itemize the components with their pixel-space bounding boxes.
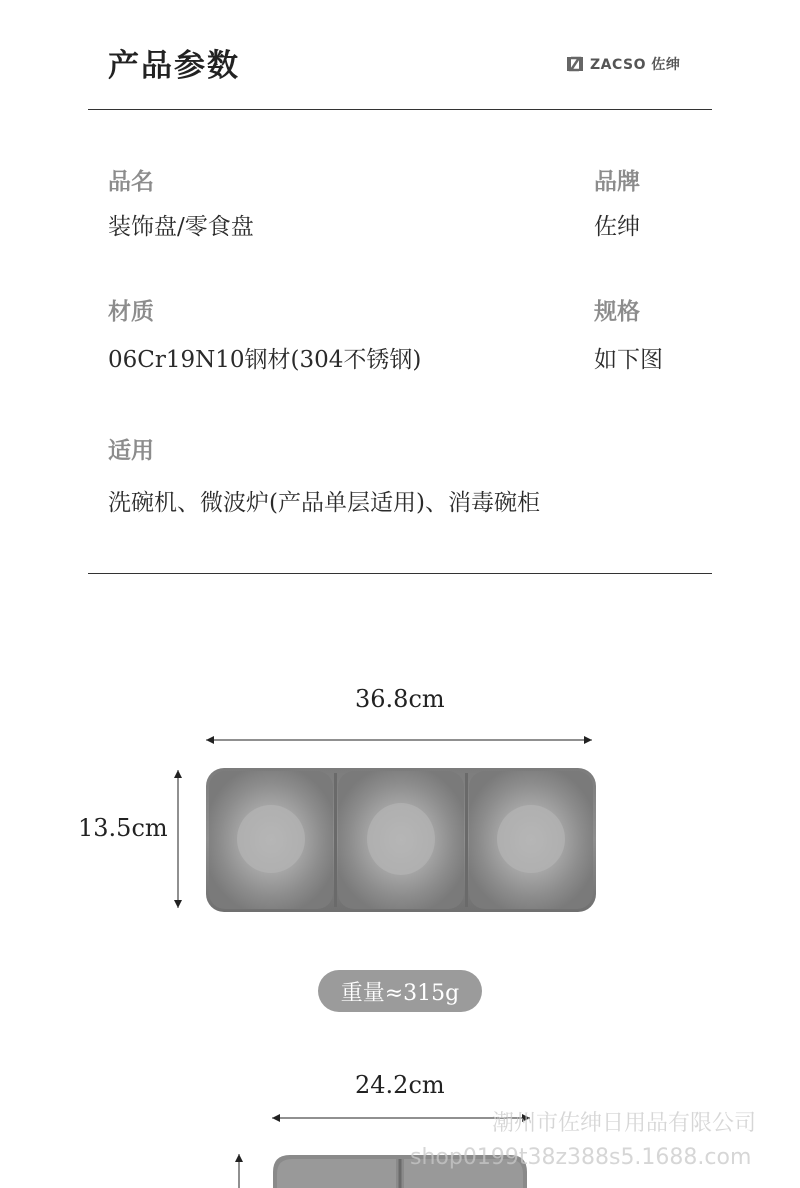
usage-value: 洗碗机、微波炉(产品单层适用)、消毒碗柜	[108, 490, 540, 516]
height-arrow	[172, 768, 184, 910]
name-label: 品名	[108, 168, 154, 195]
zacso-logo-icon	[566, 55, 584, 73]
watermark-company: 潮州市佐绅日用品有限公司	[492, 1111, 757, 1136]
three-compartment-tray-image	[205, 767, 597, 913]
brand-logo	[566, 54, 680, 74]
spec-value: 如下图	[594, 347, 663, 373]
name-value: 装饰盘/零食盘	[108, 214, 254, 240]
weight-badge: 重量≈315g	[318, 970, 482, 1012]
material-value: 06Cr19N10钢材(304不锈钢)	[108, 347, 422, 373]
width-dimension-label: 36.8cm	[355, 685, 445, 713]
width-arrow	[204, 734, 594, 746]
brand-value: 佐绅	[594, 214, 640, 240]
brand-label: 品牌	[594, 168, 640, 195]
material-label: 材质	[108, 298, 154, 325]
page-title: 产品参数	[108, 48, 240, 84]
usage-label: 适用	[108, 437, 154, 464]
second-width-dimension-label: 24.2cm	[355, 1071, 445, 1099]
second-height-arrow	[233, 1152, 245, 1188]
brand-name: ZACSO 佐绅	[590, 57, 681, 73]
top-divider	[88, 109, 712, 110]
height-dimension-label: 13.5cm	[78, 814, 168, 842]
spec-label: 规格	[594, 298, 640, 325]
bottom-divider	[88, 573, 712, 574]
watermark-shop-url: shop0199t38z388s5.1688.com	[410, 1145, 752, 1170]
